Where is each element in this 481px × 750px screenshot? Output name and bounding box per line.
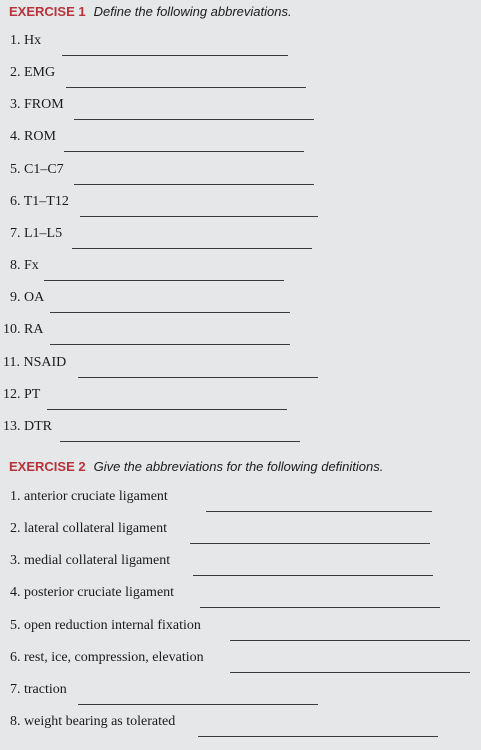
item-term: DTR: [24, 419, 52, 434]
item-text: [10, 713, 175, 731]
answer-line-2-7[interactable]: [78, 704, 318, 705]
item-definition: open reduction internal fixation: [24, 618, 201, 633]
answer-line-2-8[interactable]: [198, 736, 438, 737]
exercise-1-item-3: [0, 96, 481, 130]
answer-line-1-5[interactable]: [74, 184, 314, 185]
exercise-1-item-10: [0, 321, 481, 355]
exercise-2-item-4: [0, 584, 481, 618]
item-term: RA: [24, 322, 44, 337]
exercise-2-item-7: [0, 681, 481, 715]
answer-line-1-1[interactable]: [62, 55, 288, 56]
item-number: 8.: [10, 714, 21, 729]
exercise-1-item-7: [0, 225, 481, 259]
item-number: 1.: [10, 489, 21, 504]
exercise-1-item-4: [0, 128, 481, 162]
item-number: 4.: [10, 585, 21, 600]
exercise-2-instruction: Give the abbreviations for the following definitions.: [93, 459, 384, 474]
item-text: [3, 321, 43, 339]
item-number: 2.: [10, 521, 21, 536]
item-term: C1–C7: [24, 162, 64, 177]
exercise-1-item-6: [0, 193, 481, 227]
item-definition: anterior cruciate ligament: [24, 489, 168, 504]
item-number: 11.: [3, 355, 20, 370]
item-term: NSAID: [23, 355, 67, 370]
answer-line-1-9[interactable]: [50, 312, 290, 313]
item-text: [10, 681, 67, 699]
item-text: [10, 257, 39, 275]
exercise-1-label: EXERCISE 1: [9, 4, 86, 19]
item-text: [10, 289, 44, 307]
exercise-2-item-5: [0, 617, 481, 651]
item-text: [10, 488, 168, 506]
item-definition: lateral collateral ligament: [24, 521, 168, 536]
exercise-1-item-13: [0, 418, 481, 452]
item-text: [10, 161, 64, 179]
item-definition: medial collateral ligament: [24, 553, 171, 568]
answer-line-2-5[interactable]: [230, 640, 470, 641]
item-text: [10, 96, 64, 114]
item-text: [10, 64, 55, 82]
exercise-2-item-1: [0, 488, 481, 522]
item-term: Fx: [24, 258, 39, 273]
item-definition: traction: [24, 682, 67, 697]
exercise-1-item-1: [0, 32, 481, 66]
answer-line-1-6[interactable]: [80, 216, 318, 217]
exercise-2-item-3: [0, 552, 481, 586]
item-text: [10, 617, 201, 635]
item-term: EMG: [24, 65, 56, 80]
exercise-1-item-9: [0, 289, 481, 323]
item-text: [10, 584, 174, 602]
item-definition: posterior cruciate ligament: [24, 585, 175, 600]
exercise-2-item-8: [0, 713, 481, 747]
item-text: [3, 418, 52, 436]
answer-line-1-7[interactable]: [72, 248, 312, 249]
item-number: 6.: [10, 194, 21, 209]
answer-line-1-11[interactable]: [78, 377, 318, 378]
exercise-1-item-11: [0, 354, 481, 388]
item-number: 6.: [10, 650, 21, 665]
item-number: 8.: [10, 258, 21, 273]
item-text: [10, 552, 170, 570]
exercise-2-item-6: [0, 649, 481, 683]
item-term: ROM: [24, 129, 56, 144]
exercise-2-header: [9, 459, 383, 475]
item-text: [10, 225, 62, 243]
item-text: [10, 193, 69, 211]
exercise-1-item-12: [0, 386, 481, 420]
item-number: 3.: [10, 553, 21, 568]
item-text: [10, 520, 167, 538]
item-term: FROM: [24, 97, 64, 112]
item-number: 1.: [10, 33, 21, 48]
item-number: 12.: [3, 387, 21, 402]
answer-line-2-6[interactable]: [230, 672, 470, 673]
item-text: [10, 32, 41, 50]
exercise-1-item-2: [0, 64, 481, 98]
item-number: 9.: [10, 290, 21, 305]
exercise-2-item-2: [0, 520, 481, 554]
item-term: PT: [24, 387, 41, 402]
answer-line-2-2[interactable]: [190, 543, 430, 544]
answer-line-1-4[interactable]: [64, 151, 304, 152]
item-number: 7.: [10, 226, 21, 241]
answer-line-2-1[interactable]: [206, 511, 432, 512]
item-number: 5.: [10, 162, 21, 177]
item-number: 10.: [3, 322, 21, 337]
item-text: [10, 128, 56, 146]
exercise-1-header: [9, 4, 292, 20]
item-term: OA: [24, 290, 45, 305]
exercise-2-label: EXERCISE 2: [9, 459, 86, 474]
exercise-1-item-5: [0, 161, 481, 195]
answer-line-1-12[interactable]: [47, 409, 287, 410]
item-definition: rest, ice, compression, elevation: [24, 650, 204, 665]
item-term: Hx: [24, 33, 42, 48]
item-text: [10, 649, 204, 667]
answer-line-1-10[interactable]: [50, 344, 290, 345]
item-definition: weight bearing as tolerated: [24, 714, 176, 729]
item-number: 4.: [10, 129, 21, 144]
answer-line-2-3[interactable]: [193, 575, 433, 576]
exercise-1-instruction: Define the following abbreviations.: [93, 4, 292, 19]
item-number: 2.: [10, 65, 21, 80]
item-number: 5.: [10, 618, 21, 633]
answer-line-1-13[interactable]: [60, 441, 300, 442]
answer-line-1-8[interactable]: [44, 280, 284, 281]
item-number: 3.: [10, 97, 21, 112]
item-number: 13.: [3, 419, 21, 434]
item-term: L1–L5: [24, 226, 63, 241]
answer-line-1-3[interactable]: [74, 119, 314, 120]
answer-line-2-4[interactable]: [200, 607, 440, 608]
item-text: [3, 386, 40, 404]
exercise-1-item-8: [0, 257, 481, 291]
item-term: T1–T12: [23, 194, 69, 209]
answer-line-1-2[interactable]: [66, 87, 306, 88]
item-text: [3, 354, 66, 372]
item-number: 7.: [10, 682, 21, 697]
